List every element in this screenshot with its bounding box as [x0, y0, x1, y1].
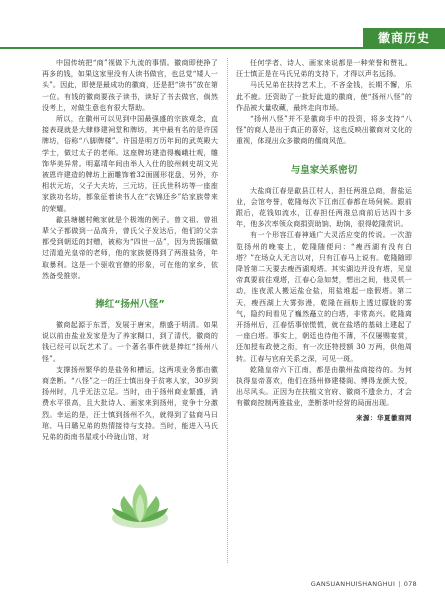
paragraph: 乾隆皇帝六下江南，都是由徽州盐商接待的。为何执得皇帝喜欢，他们在扬州修建楼阁、博得龙颜大悦，出尽风头。正因为在扶植文官府、徽商不遗余力，才会有徽商控制两淮盐业，垄断茶叶经营的局面出现。 — [236, 365, 412, 408]
paragraph: 徽商起源于东晋，发展于唐宋，鼎盛于明清。如果说以前由盐业发家是为了养家糊口，到了清代，徽商的钱已经可以玩艺术了。一个著名事件就是捧红“扬州八怪”。 — [42, 321, 218, 363]
article-body — [42, 58, 412, 568]
paragraph: 所以，在徽州可以见到中国最强盛的宗族观念，直接表现就是大肆修建祠堂和牌坊，其中最有名的是许国牌坊，俗称“八脚牌楼”。许国是明万历年间的武英殿大学士，做过太子的老师。这座牌坊建造得巍峨壮观，雕饰华美异常。明嘉靖年间由举人入仕的胶州刺史胡文光被恩许建造的牌坊上面雕饰着32面圆形花盘，另外，亦相状元坊，父子大夫坊，三元坊，汪氏世科坊等一座座家族功名坊，都象征着读书人在“衣锦还乡”给家族带来的荣耀。 — [42, 115, 218, 213]
page-footer — [311, 580, 417, 588]
paragraph: 大盐商江春是歙县江村人，担任两淮总商，督盐运业，会馆夸誉，乾隆每次下江南江春都在场伺候。跟前跟后，花钱如流水，江春担任两淮总商前后达四十多年，他多次率领众商捐资助饷、助饷，很得乾隆赏识。 — [236, 186, 412, 229]
footer-separator: | — [398, 580, 401, 588]
paragraph: 有一个形容江春神通广大灵活应变的传说。一次游览扬州的晚宴上，乾隆随便问：“瘦西湖有没有白塔？”在场众人无言以对，只有江春马上说有。乾隆随即降旨第二天要去瘦西湖观塔。其实湖边并没有塔，见皇帝真要前往观塔，江春心急如焚，想出之间，他灵机一动，连夜派人搬运盐仓盐，用盐堆起一座假塔。第二天，瘦西湖上大雾弥漫，乾隆在画舫上透过朦胧的雾气，隐约间看见了巍然矗立的白塔，非常高兴。乾隆离开扬州后，江春恬事惊慌慌，就在盐塔的基础上建起了一座白塔。事实上，朝廷也待他不薄，不仅屡赐宴赏，还加授布政使之衔，有一次还特授额 30 万两，供他周转。江春与官府关系之深，可见一斑。 — [236, 231, 412, 363]
paragraph: 马氏兄弟在扶持艺术上，不吝金钱，长期不懈，乐此不疲。还资助了一批好此道的徽商，使“扬州八怪”的作品被大量收藏，最终走向市场。 — [236, 81, 412, 112]
lotus-ornament-icon — [108, 478, 172, 534]
paragraph: 中国传统把“商”视做下九流的事情。徽商即使挣了再多的钱，如果这家里没有人读书做官，也总觉“矮人一头”。因此，即使是最成功的徽商，还是把“读书”放在第一位。有钱的徽商要孩子读书，读好了书去做官，倘然没考上，对做生意也有很大帮助。 — [42, 59, 218, 112]
header-rule — [0, 47, 445, 49]
section-title: 徽商历史 — [363, 28, 445, 48]
right-column — [236, 58, 412, 422]
magazine-name: GANSUANHUISHANGHUI — [310, 580, 396, 588]
paragraph: 歙县塘樾村鲍家就是个极端的例子。曾文祖、曾祖辈父子都做到一品高升，曾氏父子发达后，他们的父亲都受到朝廷的封赠，被称为“四世一品”，因为贵振缅做过清道光皇帝的老师，他的家族便得到了两淮盐务，年取暴利。这是一个驱收官僚的形象，可在他的家乡，依然备受推崇。 — [42, 215, 218, 280]
article-source: 来源：华夏徽商网 — [356, 413, 412, 422]
column-divider — [227, 58, 228, 563]
section-heading-yangzhou: 捧红“扬州八怪” — [95, 299, 165, 311]
paragraph: 支撑扬州繁华的是盐务和槽运，这两项业务都由徽商垄断。“八怪”之一的汪士慎出身于贫寒人家，30岁到扬州时，几乎无法立足。当时，由于扬州商业繁盛，消费水平很高，且大批诗人、画家来到扬州，竞争十分激烈。幸运的是，汪士慎到扬州不久，就得到了盐商马曰琯、马曰璐兄弟的热情接待与支持。当时，能进入马氏兄弟的街南书屋或小玲珑山馆，对 — [42, 365, 218, 442]
left-column — [42, 58, 218, 443]
paragraph: 任何学者、诗人、画家来说都是一种荣誉和赞礼。汪士慎正是在马氏兄弟的支持下，才得以声名远扬。 — [236, 59, 412, 79]
section-heading-royal: 与皇家关系密切 — [290, 164, 358, 176]
page-number: 078 — [403, 580, 417, 588]
paragraph: “扬州八怪”并不是徽商手中的投资，将多支持“八怪”的商人是出于真正的喜好，这也反映出徽商对文化的重视，体现出众多徽商的儒商风范。 — [236, 115, 412, 146]
